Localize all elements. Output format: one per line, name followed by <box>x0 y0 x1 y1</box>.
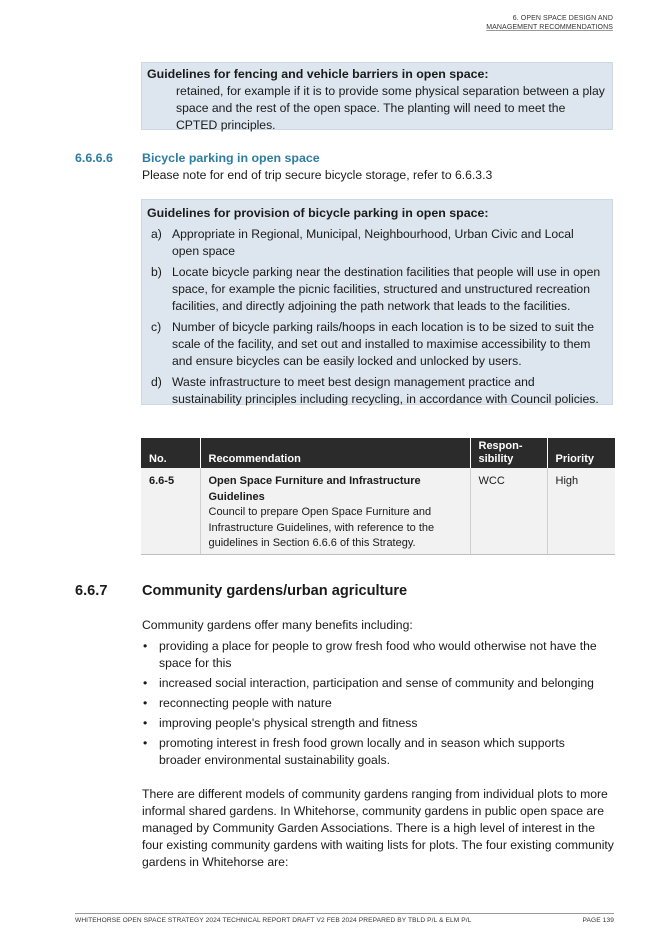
list-item: c) Number of bicycle parking rails/hoops in each location is to be sized to suit the scale of the facility, and set out and installed to maximise accessibility to them and ensure bicycles can be easily locked and unlocked by users. <box>151 320 595 368</box>
list-item: • increased social interaction, participation and sense of community and belonging <box>143 676 594 690</box>
page-footer <box>75 913 614 924</box>
fencing-guidelines-box <box>141 62 613 130</box>
col-header-no: No. <box>141 438 200 468</box>
recommendation-text: Council to prepare Open Space Furniture and Infrastructure Guidelines, with reference to the guidelines in Section 6.6.6 of this Strategy. <box>208 506 435 549</box>
bicycle-guidelines-title: Guidelines for provision of bicycle parking in open space: <box>147 206 489 220</box>
list-item: • promoting interest in fresh food grown locally and in season which supports broader environmental sustainability goals. <box>143 736 565 767</box>
section-number-667: 6.6.7 <box>75 583 108 599</box>
list-item: a) Appropriate in Regional, Municipal, Neighbourhood, Urban Civic and Local open space <box>151 227 574 258</box>
list-item: d) Waste infrastructure to meet best design management practice and sustainability principles including recycling, in accordance with Council policies. <box>151 375 599 406</box>
col-header-responsibility: Respon- sibility <box>470 438 547 468</box>
page-number: PAGE 139 <box>582 917 614 924</box>
footer-text: WHITEHORSE OPEN SPACE STRATEGY 2024 TECHNICAL REPORT DRAFT V2 FEB 2024 PREPARED BY TBLD P/L & ELM P/L <box>75 917 472 924</box>
header-line-1: 6. OPEN SPACE DESIGN AND <box>512 15 613 22</box>
list-item: • reconnecting people with nature <box>143 696 332 710</box>
community-gardens-paragraph: There are different models of community gardens ranging from individual plots to more informal shared gardens. In Whitehorse, community gardens in public open space are managed by Community Garden Associations. There is a high level of interest in the four existing community gardens with waiting lists for plots. The four existing community gardens in Whitehorse are: <box>142 787 614 869</box>
cell-no: 6.6-5 <box>141 468 200 554</box>
running-header <box>486 15 613 32</box>
bicycle-guidelines-box <box>141 199 613 405</box>
community-gardens-benefits <box>142 638 607 772</box>
col-header-recommendation: Recommendation <box>200 438 470 468</box>
section-title-bicycle-parking: Bicycle parking in open space <box>142 151 320 165</box>
list-item: • providing a place for people to grow fresh food who would otherwise not have the space for this <box>143 639 597 670</box>
section-number-6666: 6.6.6.6 <box>75 151 113 165</box>
section-title-community-gardens: Community gardens/urban agriculture <box>142 583 408 599</box>
section-note-bicycle: Please note for end of trip secure bicycle storage, refer to 6.6.3.3 <box>142 168 493 182</box>
cell-responsibility: WCC <box>470 468 547 554</box>
community-gardens-intro: Community gardens offer many benefits including: <box>142 618 413 632</box>
col-header-priority: Priority <box>547 438 615 468</box>
list-item: b) Locate bicycle parking near the destination facilities that people will use in open space, for example the picnic facilities, structured and unstructured recreation facilities, and directly adjoining the path network that leads to the facilities. <box>151 265 601 313</box>
recommendation-table <box>141 438 615 555</box>
table-header-row <box>141 438 615 468</box>
table-row <box>141 468 615 554</box>
cell-recommendation <box>200 468 470 554</box>
fencing-guidelines-text: retained, for example if it is to provide some physical separation between a play space and the rest of the open space. The planting will need to meet the CPTED principles. <box>176 84 605 132</box>
cell-priority: High <box>547 468 615 554</box>
list-item: • improving people's physical strength and fitness <box>143 716 418 730</box>
header-line-2: MANAGEMENT RECOMMENDATIONS <box>486 23 613 31</box>
recommendation-title: Open Space Furniture and Infrastructure Guidelines <box>208 475 421 503</box>
recommendation-table-wrap <box>141 438 615 555</box>
bicycle-guidelines-list <box>147 226 604 408</box>
fencing-guidelines-title: Guidelines for fencing and vehicle barriers in open space: <box>147 67 489 81</box>
